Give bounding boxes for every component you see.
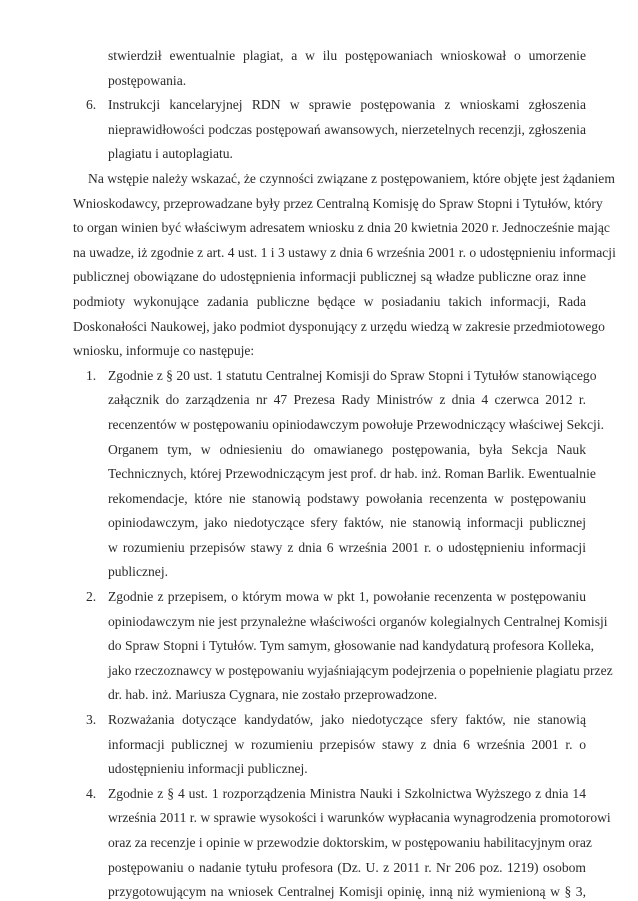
text-line: opiniodawczym nie jest przynależne właściwości organów kolegialnych Centralnej Komisji <box>108 613 608 629</box>
text-line: przygotowującym na wniosek Centralnej Komisji opinię, inną niż wymienioną w § 3, <box>108 884 586 900</box>
text-line: jako rzeczoznawcy w postępowaniu wyjaśniającym podejrzenia o popełnienie plagiatu przez <box>108 662 613 678</box>
text-line: plagiatu i autoplagiatu. <box>108 146 233 162</box>
list-item-3 <box>78 708 586 782</box>
text-line: Wnioskodawcy, przeprowadzane były przez Centralną Komisję do Spraw Stopni i Tytułów, który <box>73 195 603 211</box>
text-line: Technicznych, której Przewodniczącym jest prof. dr hab. inż. Roman Barlik. Ewentualnie <box>108 466 596 482</box>
text-line: Rozważania dotyczące kandydatów, jako niedotyczące sfery faktów, nie stanowią <box>108 712 586 728</box>
text-line: Zgodnie z § 20 ust. 1 statutu Centralnej Komisji do Spraw Stopni i Tytułów stanowiącego <box>108 367 597 383</box>
list-item-4 <box>78 782 611 901</box>
document-body <box>73 44 616 901</box>
text-line: Zgodnie z § 4 ust. 1 rozporządzenia Ministra Nauki i Szkolnictwa Wyższego z dnia 14 <box>108 785 586 801</box>
list-number: 4. <box>86 785 97 801</box>
text-line: września 2011 r. w sprawie wysokości i warunków wypłacania wynagrodzenia promotorowi <box>108 810 611 826</box>
list-item-6 <box>78 93 586 167</box>
text-line: publicznej. <box>108 564 169 580</box>
text-line: Na wstępie należy wskazać, że czynności związane z postępowaniem, które objęte jest żądaniem <box>88 170 615 186</box>
text-line: postępowaniu o nadanie tytułu profesora (Dz. U. z 2011 r. Nr 206 poz. 1219) osobom <box>108 859 586 875</box>
list-item-2 <box>78 585 613 708</box>
list-item-1 <box>78 364 605 585</box>
text-line: stwierdził ewentualnie plagiat, a w ilu postępowaniach wnioskował o umorzenie <box>108 48 586 63</box>
text-line: na uwadze, iż zgodnie z art. 4 ust. 1 i 3 ustawy z dnia 6 września 2001 r. o udostępnieniu informacji <box>73 244 616 260</box>
list-number: 2. <box>86 589 97 605</box>
text-line: Instrukcji kancelaryjnej RDN w sprawie postępowania z wnioskami zgłoszenia <box>108 97 586 113</box>
text-line: recenzentów w postępowaniu opiniodawczym powołuje Przewodniczący właściwej Sekcji. <box>108 416 605 432</box>
text-line: udostępnieniu informacji publicznej. <box>108 761 308 777</box>
text-line: rekomendacje, które nie stanowią podstawy powołania recenzenta w postępowaniu <box>108 490 586 506</box>
text-line: nieprawidłowości podczas postępowań awansowych, nierzetelnych recenzji, zgłoszenia <box>108 121 586 137</box>
text-line: podmioty wykonujące zadania publiczne będące w posiadaniu takich informacji, Rada <box>73 293 586 309</box>
text-line: to organ winien być właściwym adresatem wniosku z dnia 20 kwietnia 2020 r. Jednocześnie mając <box>73 220 610 236</box>
text-line: Zgodnie z przepisem, o którym mowa w pkt 1, powołanie recenzenta w postępowaniu <box>108 589 586 605</box>
list-number: 1. <box>86 367 97 383</box>
text-line: publicznej obowiązane do udostępnienia informacji publicznej są władze publiczne oraz inne <box>73 269 586 285</box>
text-line: do Spraw Stopni i Tytułów. Tym samym, głosowanie nad kandydaturą profesora Kolleka, <box>108 638 595 654</box>
list-number: 6. <box>86 97 97 113</box>
text-line: informacji publicznej w rozumieniu przepisów stawy z dnia 6 września 2001 r. o <box>108 736 586 752</box>
text-line: oraz za recenzje i opinie w przewodzie doktorskim, w postępowaniu habilitacyjnym oraz <box>108 835 592 850</box>
text-line: Organem tym, w odniesieniu do omawianego postępowania, była Sekcja Nauk <box>108 441 586 457</box>
text-line: dr. hab. inż. Mariusza Cygnara, nie zostało przeprowadzone. <box>108 687 438 703</box>
text-line: załącznik do zarządzenia nr 47 Prezesa Rady Ministrów z dnia 4 czerwca 2012 r. <box>108 392 586 408</box>
list-item-5-continuation <box>78 44 586 93</box>
text-line: w rozumieniu przepisów stawy z dnia 6 września 2001 r. o udostępnieniu informacji <box>108 539 586 555</box>
text-line: opiniodawczym, jako niedotyczące sfery faktów, nie stanowią informacji publicznej <box>108 515 586 531</box>
text-line: postępowania. <box>108 72 187 88</box>
body-paragraph <box>73 167 616 364</box>
list-number: 3. <box>86 712 97 728</box>
text-line: Doskonałości Naukowej, jako podmiot dysponujący z urzędu wiedzą w zakresie przedmiotowego <box>73 318 605 334</box>
text-line: wniosku, informuje co następuje: <box>73 343 255 359</box>
